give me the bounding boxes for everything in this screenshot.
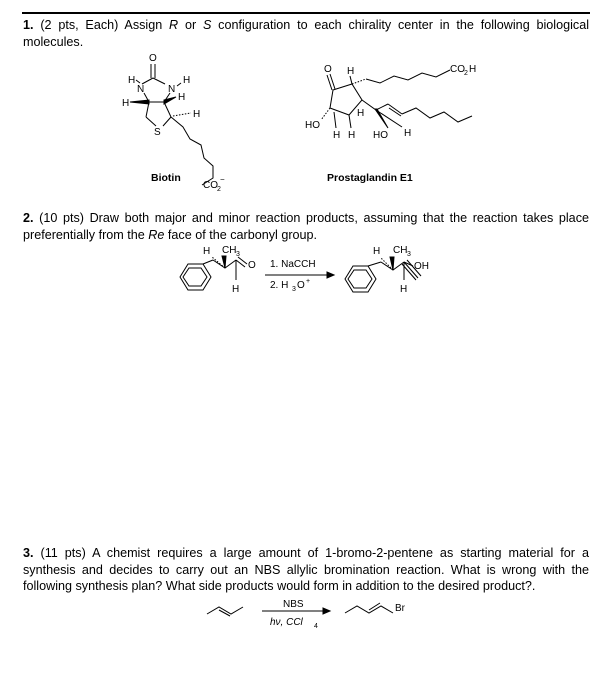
svg-text:2. H: 2. H [270,280,289,291]
svg-text:H: H [122,98,130,109]
svg-text:HO: HO [373,130,388,141]
svg-text:H: H [232,284,240,295]
svg-text:NBS: NBS [283,599,304,610]
svg-text:O: O [149,53,157,64]
question-3-number: 3. [23,546,34,560]
svg-text:HO: HO [305,120,320,131]
svg-text:H: H [128,75,136,86]
svg-text:H: H [193,109,201,120]
svg-text:3: 3 [236,251,240,258]
question-3-text: 3. (11 pts) A chemist requires a large amount of 1-bromo-2-pentene as starting material for a synthesis and decides to carry out an NBS allylic bromination reaction. What is wrong with the following synthesis plan? What side products would form in addition to the desired product?. [23,546,590,593]
svg-text:O: O [324,64,332,75]
svg-text:−: − [220,175,225,184]
svg-text:H: H [373,246,381,257]
prostaglandin-label: Prostaglandin E1 [327,172,413,184]
svg-text:H: H [357,108,365,119]
svg-text:Br: Br [395,603,405,614]
svg-text:4: 4 [314,623,318,630]
svg-text:O: O [248,260,256,271]
svg-text:+: + [306,278,311,285]
question-1-text: 1. (2 pts, Each) Assign R or S configuration to each chirality center in the following biological molecules. [23,18,590,49]
question-2-number: 2. [23,211,34,225]
svg-text:2: 2 [217,186,221,193]
svg-text:2: 2 [464,70,468,77]
svg-text:H: H [469,64,477,75]
svg-text:H: H [400,284,408,295]
svg-text:CH: CH [222,245,237,256]
svg-text:S: S [154,127,161,138]
svg-text:CH: CH [393,245,408,256]
svg-text:3: 3 [407,251,411,258]
svg-text:H: H [178,92,186,103]
svg-text:H: H [347,66,355,77]
svg-text:1. NaCCH: 1. NaCCH [270,259,316,270]
question-1-number: 1. [23,18,34,32]
svg-text:CO: CO [203,180,218,191]
svg-text:N: N [168,84,176,95]
svg-text:H: H [348,130,356,141]
svg-text:H: H [183,75,191,86]
svg-text:3: 3 [292,286,296,293]
question-2-text: 2. (10 pts) Draw both major and minor reaction products, assuming that the reaction takes place preferentially from the Re face of the carbonyl group. [23,211,589,242]
svg-text:OH: OH [414,261,429,272]
svg-text:O: O [297,280,305,291]
biotin-label: Biotin [151,172,181,184]
svg-text:H: H [333,130,341,141]
svg-text:H: H [404,128,412,139]
svg-text:H: H [203,246,211,257]
svg-text:hν, CCl: hν, CCl [270,617,303,628]
svg-text:CO: CO [450,64,465,75]
svg-text:N: N [137,84,145,95]
